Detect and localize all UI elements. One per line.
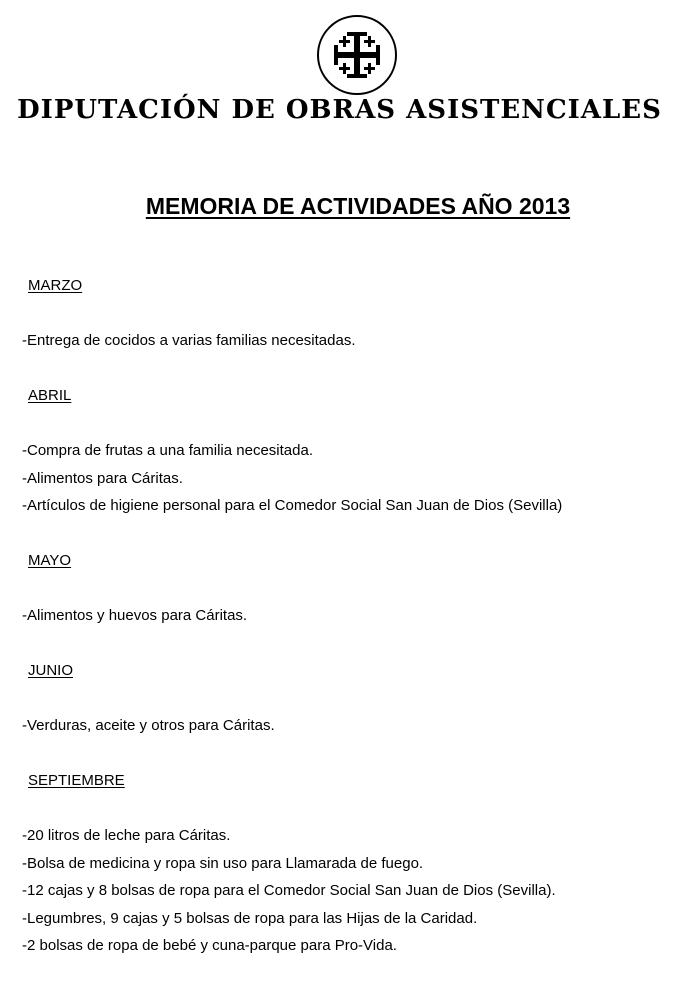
jerusalem-cross-logo bbox=[316, 14, 398, 96]
activity-item: -20 litros de leche para Cáritas. bbox=[22, 827, 231, 844]
activity-item: -12 cajas y 8 bolsas de ropa para el Comedor Social San Juan de Dios (Sevilla). bbox=[22, 882, 556, 899]
activity-item: -Bolsa de medicina y ropa sin uso para Llamarada de fuego. bbox=[22, 854, 424, 872]
activity-item: -Verduras, aceite y otros para Cáritas. bbox=[22, 717, 275, 734]
section-septiembre bbox=[22, 767, 672, 960]
activities-list bbox=[22, 272, 672, 987]
document-title: MEMORIA DE ACTIVIDADES AÑO 2013 bbox=[145, 193, 571, 219]
month-heading: ABRIL bbox=[28, 387, 72, 404]
month-heading: SEPTIEMBRE bbox=[28, 772, 125, 789]
section-mayo bbox=[22, 547, 672, 630]
organization-title: DIPUTACIÓN DE OBRAS ASISTENCIALES bbox=[17, 95, 662, 125]
month-heading: JUNIO bbox=[28, 662, 73, 679]
activity-item: -Artículos de higiene personal para el Comedor Social San Juan de Dios (Sevilla) bbox=[22, 497, 563, 514]
activity-item: -2 bolsas de ropa de bebé y cuna-parque para Pro-Vida. bbox=[22, 937, 397, 954]
activity-item: -Legumbres, 9 cajas y 5 bolsas de ropa para las Hijas de la Caridad. bbox=[22, 909, 478, 927]
month-heading: MAYO bbox=[28, 552, 72, 569]
section-abril bbox=[22, 382, 672, 520]
section-junio bbox=[22, 657, 672, 740]
activity-item: -Alimentos y huevos para Cáritas. bbox=[22, 607, 248, 624]
month-heading: MARZO bbox=[28, 277, 83, 294]
section-marzo bbox=[22, 272, 672, 355]
activity-item: -Entrega de cocidos a varias familias necesitadas. bbox=[22, 332, 356, 349]
activity-item: -Alimentos para Cáritas. bbox=[22, 469, 183, 487]
activity-item: -Compra de frutas a una familia necesitada. bbox=[22, 442, 313, 459]
